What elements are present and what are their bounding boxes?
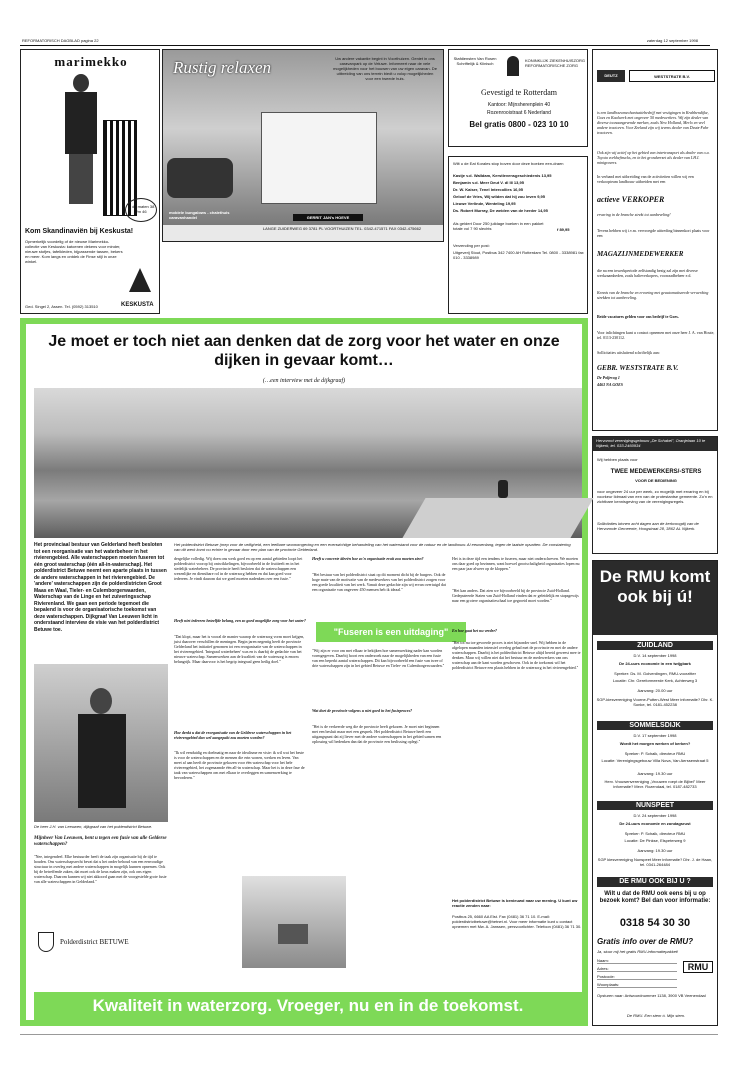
job1-more: Tevens hebben wij i.v.m. vervroegde uittreding binnenkort plaats voor een xyxy=(597,228,710,238)
weststrate-info: Voor inlichtingen kunt u contact opnemen met onze heer J. A. van Houte, tel. 0113-230112. xyxy=(597,330,715,340)
keskusta-logo: KESKUSTA xyxy=(121,302,154,308)
region-zuidland-time: Aanvang: 20.00 uur xyxy=(637,688,673,693)
answer-5: "Het is de verkeerde weg die de provincie heeft gekozen. Je moet niet beginnen met een besluit maar met een gesprek. Het polderdistrict Betuwe heeft een uitgangspunt dat zij liever met de andere waterschappen in het gebied samen een oplossing wil bedenken dan dat de provincie een beslissing oplegt." xyxy=(312,724,442,744)
region-zuidland-speaker: Spreker: Ds. M. Golverdingen, RMU-voorzitter xyxy=(614,671,696,676)
dike-house-photo xyxy=(242,876,346,968)
dike-road xyxy=(402,498,593,538)
weststrate-ad xyxy=(592,49,718,431)
gerrit-jans-logo: GERRIT JAN's HOEVE xyxy=(293,214,363,221)
schakel-title: Hervormd verenigingsgebouw „De Schakel", Oranjelaan 10 te Nijkerk, tel. 033-2460934 xyxy=(593,437,717,451)
landscape-caption: Het polderdistrict Betuwe (mep voor de veiligheid, een leefbare woonomgeving en een evenwichtige behandeling van het waterstand voor de natuur en de landbouw. Al eeuwenlang, tegen de laatste opvatten. De constatering van dit werk komt nu echter in gevaar door een plan van de provincie Gelderland. xyxy=(174,542,571,552)
page-header-right: zaterdag 12 september 1998 xyxy=(646,38,698,43)
cyclist-figure xyxy=(498,480,508,498)
book-offer-header: Wilt u de Eat Korales stop boven door deze boeken een-draen xyxy=(453,161,564,166)
weststrate-note: Beide vacatures gelden voor ons bedrijf te Goes. xyxy=(597,314,679,319)
schakel-ad xyxy=(592,436,718,554)
rmu-form-footer: De RMU. Een stem ó. Mijn stem. xyxy=(626,1013,686,1018)
book-item-4: Geloof de Vries, Wij wilden dat hij zou leven 9,95 xyxy=(453,194,545,199)
region-zuidland-theme: De 24-uurs economie in een twijgbark xyxy=(619,661,691,666)
schakel-details: voor ongeveer 24 uur per week, zo mogelijk met ervaring en bij voorkeur lidmaat van een van de protestantse gemeente. Zo'n en zichtbare kennisgeving van de verenigingsregels. xyxy=(597,489,713,504)
marimekko-headline: Kom Skandinaviën bij Keskusta! xyxy=(25,228,134,235)
region-sommelsdijk-theme: Wordt het morgen werken of kerken? xyxy=(619,741,691,746)
house-shape xyxy=(278,924,308,944)
form-field-city: Woonplaats: xyxy=(597,982,677,988)
job2-more: Kennis van de branche en ervaring met geautomatiseerde verwerking strekken tot aanbeveling. xyxy=(597,290,709,300)
gevestigd-title: Gevestigd te Rotterdam xyxy=(481,88,557,97)
question-1: Mijnheer Van Leeuwen, bent u tegen een fusie van alle Gelderse waterschappen? xyxy=(34,836,167,847)
answer-6: "Het tot nu toe gevoerde proces is niet bijzonder snel. Wij hebben in de afgelopen maanden intensief overleg gehad met de provincie en met de andere waterschappen. Daarbij is het polderdistrict Betuwe altijd bereid geweest mee te denken. Maar wij willen niet dat het bestuur en de medewerkers van ons waterschap aan de kant worden geschoven. Ook in de toekomst wil het polderdistrict Betuwe een plaats hebben in de watersorg in het rivierengebied." xyxy=(452,640,581,670)
weststrate-company: GEBR. WESTSTRATE B.V. xyxy=(597,364,679,372)
rustig-relaxen-ad xyxy=(162,49,444,242)
gevestigd-call: Bel gratis 0800 - 023 10 10 xyxy=(469,120,569,129)
landscape-photo xyxy=(34,388,582,538)
article-headline: Je moet er toch niet aan denken dat de zorg voor het water en onze dijken in gevaar komt… xyxy=(48,333,560,369)
question-3: Hoe denkt u dat de reorganisatie van de Gelderse waterschappen in het rivierengebied dan wel aangepakt zou moeten worden? xyxy=(174,730,292,740)
answer-3: "Ik wil eenduidig en doelmatig en naar de idealisme en visie: ik wil wat het beste is voor de waterschappen en de mensen die erin wonen, werken en leven. Van meet af aan heeft de provincie gekozen voor één waterschap voor het hele rivierengebied, het zogenaamde één all-in waterschap. Maar het is in deze fase de taak van waterschappen om met elkaar te overleggen en samenwerking te bevorderen." xyxy=(174,750,305,780)
region-zuidland-date: D.V. 14 september 1998 xyxy=(633,653,677,658)
job2-desc: die na een inwerkperiode zelfstandig bezig zal zijn met diverse werkzaamheden, zoals balieverkopers, voorraadbeheer e.d. xyxy=(597,268,698,278)
job1-title: actieve VERKOPER xyxy=(597,195,665,204)
weststrate-city: 4463 NA GOES xyxy=(597,382,624,387)
schakel-apply: Sollicitaties binnen acht dagen aan de kerkvoogdij van de Hervormde Gemeente, Hoogstraat 28, 3862 AL Nijkerk. xyxy=(597,521,699,531)
rmu-cta-phone: 0318 54 30 30 xyxy=(619,917,691,929)
answer-1: "Nee, integendeel. Elke bestuurder heeft de taak zijn organisatie bij de tijd te houden. Ons waterschapsrecht bevat dat u het onder behoud van een eenvoudige structuur in overleg met andere waterschappen in mogelijk kunnen opnemen. Ook bij de betreffende zaken, dat moet ook de keus maken zijn, ook ons eigen waterschap. Daarom kunnen wij niet akkoord gaan met de voorgestelde grote fusie van alle waterschappen in Gelderland." xyxy=(34,854,167,884)
marimekko-address: Ged. Singel 2, Assen. Tel. (0592) 313510 xyxy=(25,304,98,309)
col2-text: dergelijke volledig. Wij doen ons werk goed en op een aantal gebieden loopt het polderdistrict voorop bij ontwikkelingen, bijvoorbeeld in de fruitteelt en in het stedelijk waterbeheer. De provincie heeft besloten dat de waterschappen een wezenlijke en dienstbare rol in de watersorg hebben en dat kan goed voor iedereen. Je vindt daarom dat we goed moeten nadenken over een fusie." xyxy=(174,556,303,581)
deutz-logo: DEUTZ xyxy=(597,70,625,82)
book-offer-price: f 89,95 xyxy=(557,227,570,232)
gevestigd-line2: Rozenrooistraat 6 Nederland xyxy=(487,110,551,116)
rmu-cta-title: DE RMU OOK BIJ U ? xyxy=(597,877,713,887)
weststrate-intro: is een landbouwmechanisatiebedrijf met vestigingen in Krabbendijke, Goes en Kaalwerk met ongeveer 50 medewerkers. Wij zijn dealer van diverse toonaangevende merken, zoals New Holland, Merlo en veel andere tractoren. Voor Zeeland zijn wij tevens dealer van Deutz-Fahr tractoren. xyxy=(597,110,709,135)
form-field-name: Naam: xyxy=(597,958,677,964)
book-item-3: Dr. W. Kaiser, Tenel Intercollies 16,95 xyxy=(453,187,523,192)
chalet-house xyxy=(261,112,377,204)
book-item-1: Kastje v.d. Walldam, Kerstlevensgeschiedenis 13,95 xyxy=(453,173,552,178)
book-offer-ad xyxy=(448,156,588,314)
weststrate-intro2: Ook zijn wij actief op het gebied van intertransport als dealer van o.a. Toyota vorkheftrucks, en in het grondverzet als dealer van I.H.I. minigravers. xyxy=(597,150,710,165)
tree-logo-icon xyxy=(507,56,519,76)
rmu-form-send: Opsturen naar: Antwoordnummer 1138, 3900 VB Veenendaal xyxy=(597,993,706,998)
rustig-address: LANGE ZUIDERWEG 69 3781 PL VOORTHUIZEN TEL. 0342-471571 FAX 0342-475662 xyxy=(262,226,422,231)
book-offer-text: Als geldert Door 250 juildage boeken in een pakket totale vol 7 90 slechts xyxy=(453,221,544,231)
bottom-rule xyxy=(20,1034,718,1035)
region-nunspeet-date: D.V. 24 september 1998 xyxy=(633,813,677,818)
rustig-title: Rustig relaxen xyxy=(173,58,272,77)
book-item-5: Lieuwe Verlinde, Wenteling 19,95 xyxy=(453,201,516,206)
answer-4: "Het bestuur van het polderdistrict staat op dit moment dicht bij de burgers. Ook de hoge mate van de motivatie van de medewerkers van het polderdistrict zorgen voor een goede kwaliteit van het werk. Vanuit deze gedachte zijn wij ervan overtuigd dat een organisatie van ongeveer 450 mensen heb ik ideaal." xyxy=(312,572,446,592)
region-sommelsdijk-contact: Herv. Vrouwenvereniging „Vrouwen roept de Bijbel" Meer informatie? Mevr. Rozendaal, tel. 0187-482733 xyxy=(604,779,706,789)
schakel-role: TWEE MEDEWERKERS/-STERS xyxy=(610,469,702,475)
region-nunspeet-speaker: Spreker: P. Schalk, directeur RMU xyxy=(624,831,686,836)
page-header-left: REFORMATORISCH DAGBLAD pagina 22 xyxy=(22,38,99,43)
rmu-cta-body: Wilt u dat de RMU ook eens bij u op bezoek komt? Bel dan voor informatie: xyxy=(599,891,711,904)
size-note-badge: In de maten 38 t/m 46 xyxy=(125,198,157,222)
col4-text-a: Het is in deze tijd een tendens te fuseren, maar niet onderschreven. We moeten ons daar goed op bezinnen, want hoewel grootschaligheid organisaties lopen nu een paar jaar alweer op de kloppen." xyxy=(452,556,580,571)
article-intro: Het provinciaal bestuur van Gelderland heeft besloten tot een reorganisatie van het waterbeheer in het rivierengebied. Alle waterschappen moeten fuseren tot één groot waterschap (één all-in-waterschap). Het polderdistrict Betuwe neemt een aparte plaats in tussen de andere waterschappen in het rivierengebied. De 'andere' waterschappen zijn de polderdistricten Groot Maas en Waal, Tieler- en Culemborgerwaarden, Waterschap van de Linge en het zuiveringsschap Rivierenland. We gaan een periode tegemoet die bepalend is voor de organisatorische toekomst van deze waterschappen. Dijkgraaf Van Leeuwen licht in onderstaand interview de visie van het polderdistrict Betuwe toe. xyxy=(34,542,167,633)
betuwe-org: Polderdistrict BETUWE xyxy=(60,938,129,946)
book-item-6: Ds. Robert Murray, De weiden van de herder 14,95 xyxy=(453,208,548,213)
rmu-headline: De RMU komt ook bij ú! xyxy=(593,561,717,635)
job1-desc: ervaring in de branche strekt tot aanbeveling! xyxy=(597,212,671,217)
rustig-body: Uw andere vakantie begint in Voorthuizen. Geniet in ons caravanpark op de Veluwe. Informeert naar de vele mogelijkheden voor het bouwen van uw eigen caravan. De uitbreiding van ons terrein biedt u volop mogelijkheden voor een tweede huis. xyxy=(333,56,437,81)
contact-title: Het polderdistrict Betuwe is benieuwd naar uw mening. U kunt uw reactie zenden naar: xyxy=(452,898,578,908)
rmu-form-title: Gratis info over de RMU? xyxy=(597,937,694,946)
publisher-info: Uitgeverij Stout, Postbus 342 7400 AH Rotterdam Tel. 0800 - 3338981 fax 010 - 3338989 xyxy=(453,250,584,260)
region-sommelsdijk-speaker: Spreker: P. Schalk, directeur RMU xyxy=(624,751,686,756)
question-5: Wat doet de provincie volgens u niet goed in het fusieproces? xyxy=(312,708,413,713)
model-figure xyxy=(55,74,107,212)
form-field-address: Adres: xyxy=(597,966,677,972)
region-nunspeet-theme: De 24-uurs economie en zondagsrust xyxy=(619,821,691,826)
book-item-2: Benjamin v.d. Meer Deut V. dl III 13,95 xyxy=(453,180,524,185)
region-nunspeet-contact: SGP kiesvereniging Nunspeet Meer informatie? Dhr. J. de Haan, tel. 0341-264484 xyxy=(597,857,713,867)
schakel-lead: Wij hebben plaats voor xyxy=(597,457,638,462)
gevestigd-right-small: KONINKLIJK ZIEKENHUISZORG REFORMATORISCHE ZORG xyxy=(525,58,586,68)
region-sommelsdijk-time: Aanvang: 19.30 uur xyxy=(637,771,673,776)
schakel-role-sub: VOOR DE BEDIENING xyxy=(635,478,677,483)
rmu-ad xyxy=(592,560,718,1026)
question-6: En hoe gaat het nu verder? xyxy=(452,628,498,633)
job2-title: MAGAZIJNMEDEWERKER xyxy=(597,250,684,258)
betuwe-crest-icon xyxy=(38,932,54,952)
col4-text-b: "Het kan anders. Dat zien we bijvoorbeeld bij de provincie Zuid-Holland. Gedeputeerde Staten van Zuid-Holland vinden dat er geleidelijk en stapsgewijs naar een grotere organisatieschaal toe gegroeid moet worden." xyxy=(452,588,579,603)
region-nunspeet-location: Locatie: De Pinkse, Elspeterweg 9 xyxy=(624,838,686,843)
rmu-form-sub: Ja, stuur mij het gratis RMU-informatiepakket! xyxy=(597,949,679,954)
region-sommelsdijk-location: Locatie: Verenigingsgebouw Villa Nova, Van Aerssenstraat 5 xyxy=(601,758,709,763)
portrait-photo xyxy=(34,664,168,822)
weststrate-intro3: In verband met uitbreiding van de activiteiten willen wij een verkoopteam landbouw uitbreiden met een xyxy=(597,174,694,184)
question-4: Heeft u concrete ideeën hoe zo'n organisatie eruit zou moeten zien? xyxy=(312,556,424,561)
region-zuidland-contact: SGP-kiesvereniging Voorne-Putten-West Meer informatie? Dhr. K. Sonke, tel. 0181-452238 xyxy=(596,697,714,707)
question-2: Heeft niet iedereen hetzelfde belang, een zo goed mogelijke zorg voor het water? xyxy=(174,618,306,623)
form-field-postcode: Postcode: xyxy=(597,974,677,980)
gevestigd-left-small: Stafdiensten Van Rosen Schriftelijk & Klinisch xyxy=(453,56,497,66)
region-zuidland-title: ZUIDLAND xyxy=(597,641,713,650)
portrait-caption: De heer J.H. van Leeuwen, dijkgraaf van het polderdistrict Betuwe. xyxy=(34,824,153,829)
region-nunspeet-title: NUNSPEET xyxy=(597,801,713,810)
weststrate-logo: WESTSTRATE B.V. xyxy=(629,70,715,82)
answer-2: "Dat klopt, maar het is vooral de manier waarop de watersorg vorm moet krijgen, juist daarover verschillen de meningen. Begin jaren negentig heeft de provincie Gelderland het initiatief genomen tot een reorganisatie van de waterschappen in het rivierengebied. 'Integraal waterbeheer' was en is daarbij de gedachte van het nieuwe waterschap. Samenwerken aan de kwaliteit van de watersorg is enorm belangrijk. Maar daarvoor is het begrip integraal geen heilig doel." xyxy=(174,634,305,664)
rustig-bottom-left: mobiele bungalows - chalethuis caravanhandel xyxy=(169,210,230,220)
marimekko-ad xyxy=(20,49,160,314)
article-frame xyxy=(20,318,588,1026)
order-label: Verzending per post: xyxy=(453,243,490,248)
footer-banner: Kwaliteit in waterzorg. Vroeger, nu en in de toekomst. xyxy=(34,992,582,1020)
car-shape xyxy=(167,158,233,198)
article-subhead: (…een interview met de dijkgraaf) xyxy=(262,378,346,384)
gevestigd-ad xyxy=(448,49,588,147)
portrait-person xyxy=(74,688,130,808)
contact-body: Postbus 25, 6660 AA Elst. Fax (0481) 36 71 10. E-mail: polderdistrictbetuwe@hetnet.nl. Voor meer informatie kunt u contact opnemen met Mw. A. Janssen, persvoorlichter. Telefoon (0481) 36 71 30. xyxy=(452,914,582,929)
weststrate-apply: Sollicitaties uitsluitend schriftelijk aan: xyxy=(597,350,660,355)
weststrate-street: De Poljevog 1 xyxy=(597,375,620,380)
region-sommelsdijk-date: D.V. 17 september 1998 xyxy=(633,733,677,738)
pull-quote: "Fuseren is een uitdaging" xyxy=(316,622,466,642)
answer-4b: "Wij zijn er voor om met elkaar te bekijken hoe samenwerking nader kan worden vormgegeven. Daarbij hoort een onderzoek naar de mogelijkheden van een fusie van een beperkt aantal waterschappen. Dit kan bijvoorbeeld een fusie van twee of drie waterschappen zijn in het gebied Betuwe en Tieler- en Culemborgerwaarden." xyxy=(312,648,445,668)
gevestigd-line1: Kantoor: Mijnsherenplein 40 xyxy=(487,102,551,108)
keskusta-tree-icon xyxy=(129,268,151,296)
rmu-form-logo: RMU xyxy=(683,961,713,973)
marimekko-logo: marimekko xyxy=(54,54,128,69)
marimekko-body: Opmerkelijk voordelig of de nieuwe Marimekko-collectie van Keskusta: katoenen dekens voor minder, nieuwe stofjes, tafelkleden, bijpassende tassen, bekers en meer. Kom langs en ontdek de Finse stijl in onze winkel. xyxy=(25,239,123,264)
region-zuidland-location: Locatie: Chr. Gereformeerde Kerk, Achterweg 3 xyxy=(612,678,698,683)
region-sommelsdijk-title: SOMMELSDIJK xyxy=(597,721,713,730)
header-rule xyxy=(20,45,710,46)
region-nunspeet-time: Aanvang: 19.30 uur xyxy=(637,848,673,853)
